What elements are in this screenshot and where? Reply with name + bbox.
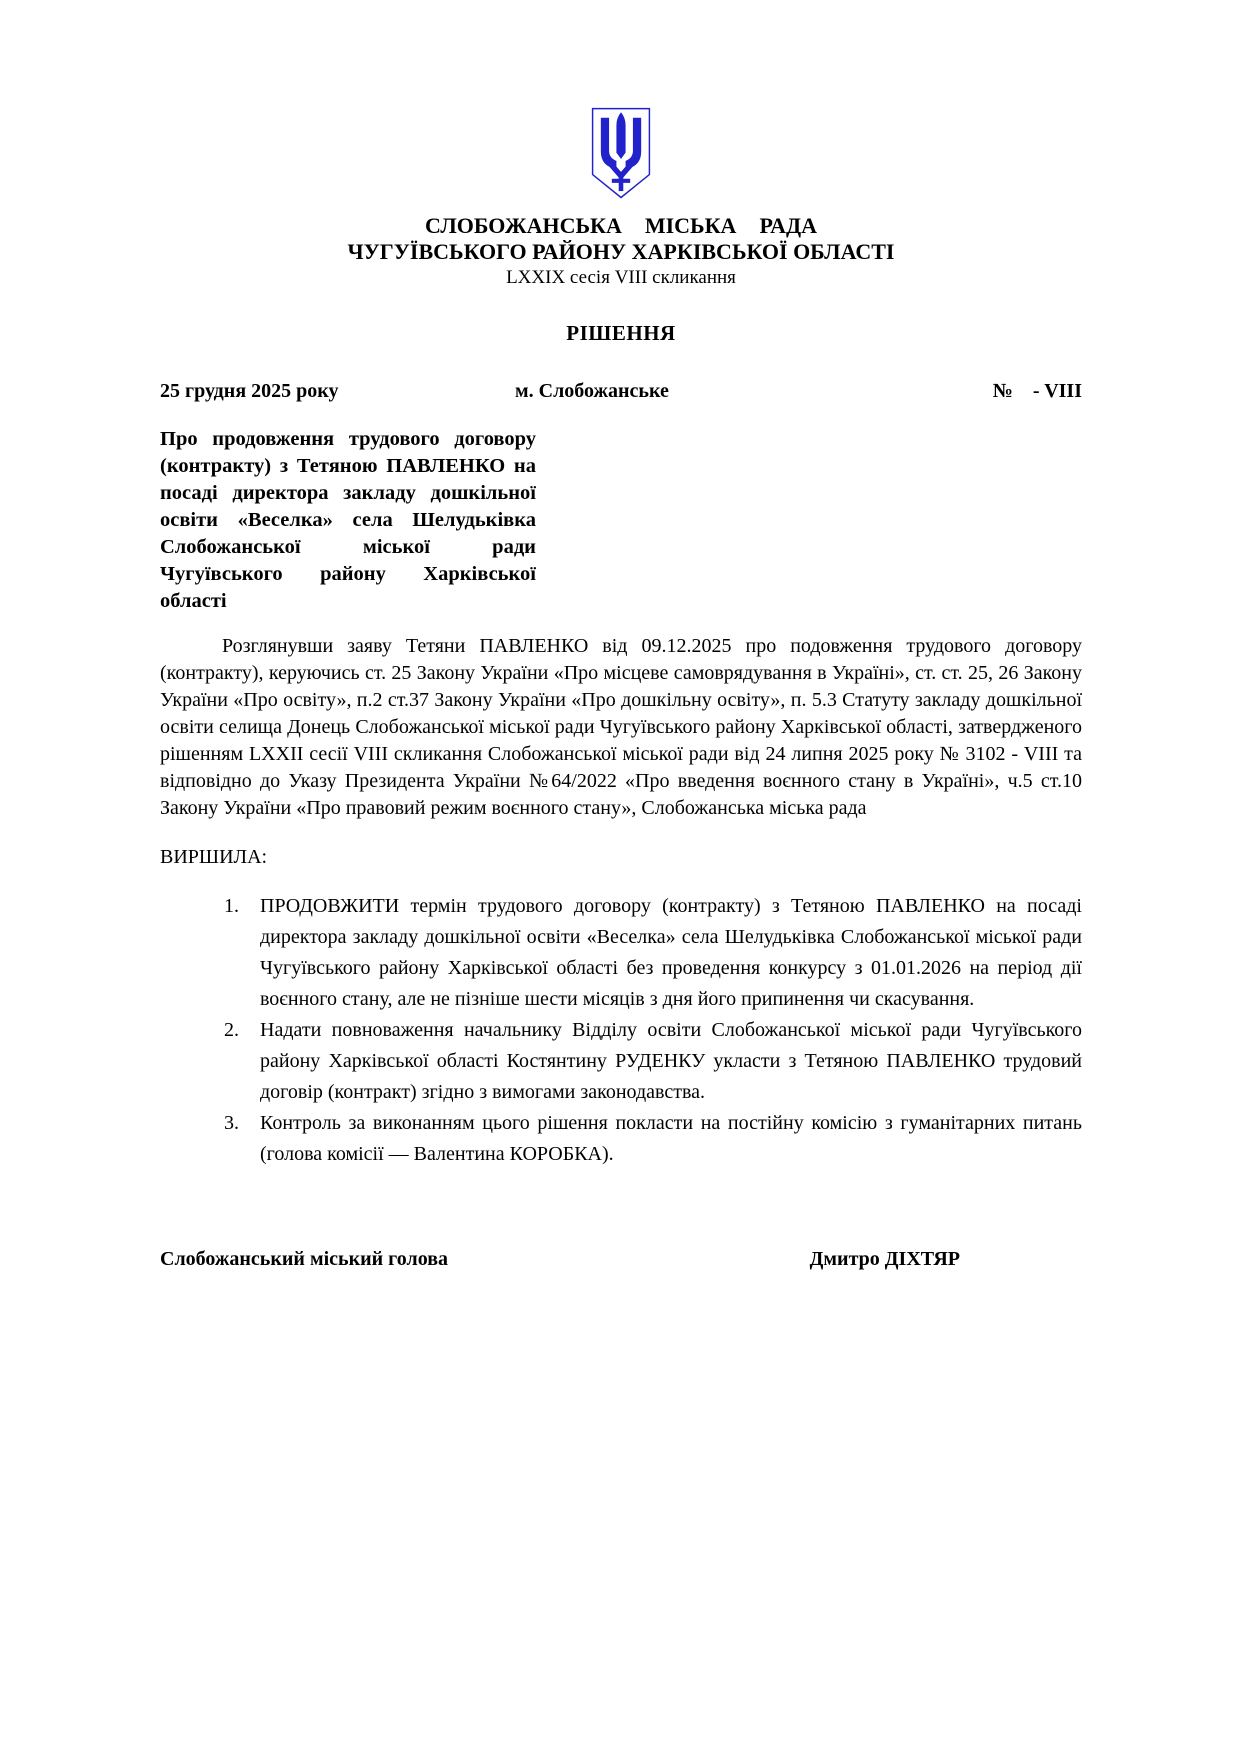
list-item-number: 2. — [224, 1019, 239, 1041]
tryzub-center-prong — [616, 112, 625, 159]
list-item-text: Надати повноваження начальнику Відділу освіти Слобожанської міської ради Чугуївського району Харківської області Костянтину РУДЕНКУ укласти з Тетяною ПАВЛЕНКО трудовий договір (контракт) згідно з вимогами законодавства. — [260, 1019, 1082, 1103]
document-date: 25 грудня 2025 року — [160, 380, 339, 402]
document-type-title: РІШЕННЯ — [566, 321, 676, 345]
council-name-line2: ЧУГУЇВСЬКОГО РАЙОНУ ХАРКІВСЬКОЇ ОБЛАСТІ — [347, 239, 895, 264]
list-item-number: 3. — [224, 1112, 239, 1134]
emblem-container — [160, 104, 1082, 203]
tryzub-emblem-icon — [588, 104, 654, 203]
list-item-text: Контроль за виконанням цього рішення покласти на постійну комісію з гуманітарних питань (голова комісії — Валентина КОРОБКА). — [260, 1112, 1082, 1165]
signature-row — [160, 1246, 1082, 1272]
meta-row — [160, 378, 1082, 404]
subject-paragraph: Про продовження трудового договору (контракту) з Тетяною ПАВЛЕНКО на посаді директора закладу дошкільної освіти «Веселка» села Шелудьківка Слобожанської міської ради Чугуївського району Харківської області — [160, 428, 536, 612]
list-item — [224, 891, 1082, 1015]
list-item — [224, 1108, 1082, 1170]
list-item-text: ПРОДОВЖИТИ термін трудового договору (контракту) з Тетяною ПАВЛЕНКО на посаді директора закладу дошкільної освіти «Веселка» села Шелудьківка Слобожанської міської ради Чугуївського району Харківської області без проведення конкурсу з 01.01.2026 на період дії воєнного стану, але не пізніше шести місяців з дня його припинення чи скасування. — [260, 895, 1082, 1010]
signatory-title: Слобожанський міський голова — [160, 1248, 448, 1270]
list-item — [224, 1015, 1082, 1108]
document-place: м. Слобожанське — [515, 380, 669, 402]
session-line: LXXIX сесія VIII скликання — [506, 267, 736, 288]
signatory-name: Дмитро ДІХТЯР — [809, 1248, 960, 1270]
tryzub-cross-horizontal — [612, 179, 630, 183]
resolved-label: ВИРШИЛА: — [160, 846, 268, 868]
list-item-number: 1. — [224, 895, 239, 917]
council-name-line1: СЛОБОЖАНСЬКА МІСЬКА РАДА — [425, 213, 817, 238]
preamble-paragraph: Розглянувши заяву Тетяни ПАВЛЕНКО від 09.12.2025 про подовження трудового договору (контракту), керуючись ст. 25 Закону України «Про місцеве самоврядування в Україні», ст. ст. 25, 26 Закону України «Про освіту», п.2 ст.37 Закону України «Про дошкільну освіту», п. 5.3 Статуту закладу дошкільної освіти селища Донець Слобожанської міської ради Чугуївського району Харківської області, затвердженого рішенням LXXII сесії VIII скликання Слобожанської міської ради від 24 липня 2025 року № 3102 - VIII та відповідно до Указу Президента України №64/2022 «Про введення воєнного стану в Україні», ч.5 ст.10 Закону України «Про правовий режим воєнного стану», Слобожанська міська рада — [160, 635, 1082, 819]
document-number: № - VIII — [992, 380, 1082, 402]
decision-items-list — [224, 891, 1082, 1170]
